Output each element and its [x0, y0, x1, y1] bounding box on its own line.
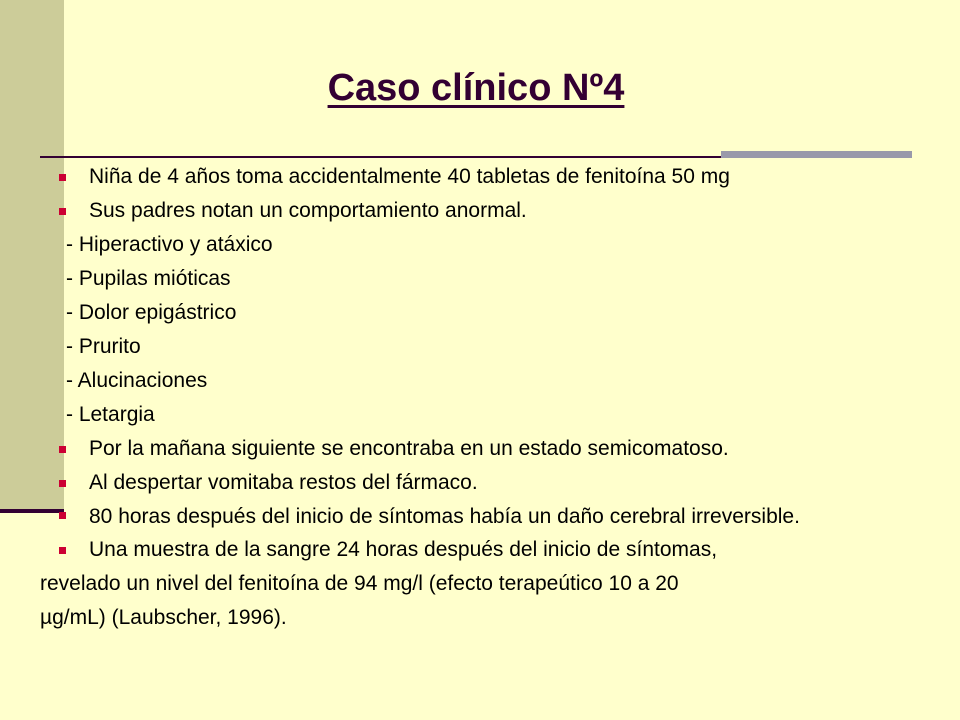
symptom-item: - Alucinaciones	[66, 369, 208, 392]
square-bullet-icon	[59, 480, 66, 487]
bullet-item	[56, 500, 936, 533]
bullet-text: Niña de 4 años toma accidentalmente 40 tabletas de fenitoína 50 mg	[89, 165, 730, 188]
bullet-item	[56, 160, 936, 194]
continuation-line: µg/mL) (Laubscher, 1996).	[40, 606, 287, 629]
symptom-item: - Prurito	[66, 335, 141, 358]
slide-title-text: Caso clínico Nº4	[327, 67, 625, 109]
square-bullet-icon	[59, 208, 66, 215]
bullet-text: Sus padres notan un comportamiento anormal.	[89, 199, 527, 222]
left-band-rule	[0, 509, 64, 513]
square-bullet-icon	[59, 446, 66, 453]
title-divider-accent	[721, 151, 912, 158]
symptom-item: - Pupilas mióticas	[66, 267, 231, 290]
bullet-item	[56, 533, 936, 567]
continuation-line: revelado un nivel del fenitoína de 94 mg/l (efecto terapeútico 10 a 20	[40, 572, 679, 595]
slide-title	[40, 64, 912, 112]
slide-body	[40, 160, 936, 635]
square-bullet-icon	[59, 547, 66, 554]
symptom-item: - Hiperactivo y atáxico	[66, 233, 273, 256]
symptom-item: - Letargia	[66, 403, 155, 426]
bullet-item	[56, 194, 936, 228]
bullet-text: Al despertar vomitaba restos del fármaco.	[89, 471, 478, 494]
bullet-text: Una muestra de la sangre 24 horas después del inicio de síntomas,	[89, 538, 718, 561]
symptom-item: - Dolor epigástrico	[66, 301, 237, 324]
bullet-text: Por la mañana siguiente se encontraba en un estado semicomatoso.	[89, 437, 729, 460]
square-bullet-icon	[59, 174, 66, 181]
bullet-item	[56, 432, 936, 466]
bullet-text: 80 horas después del inicio de síntomas había un daño cerebral irreversible.	[89, 505, 800, 528]
bullet-item	[56, 466, 936, 500]
square-bullet-icon	[59, 512, 66, 519]
